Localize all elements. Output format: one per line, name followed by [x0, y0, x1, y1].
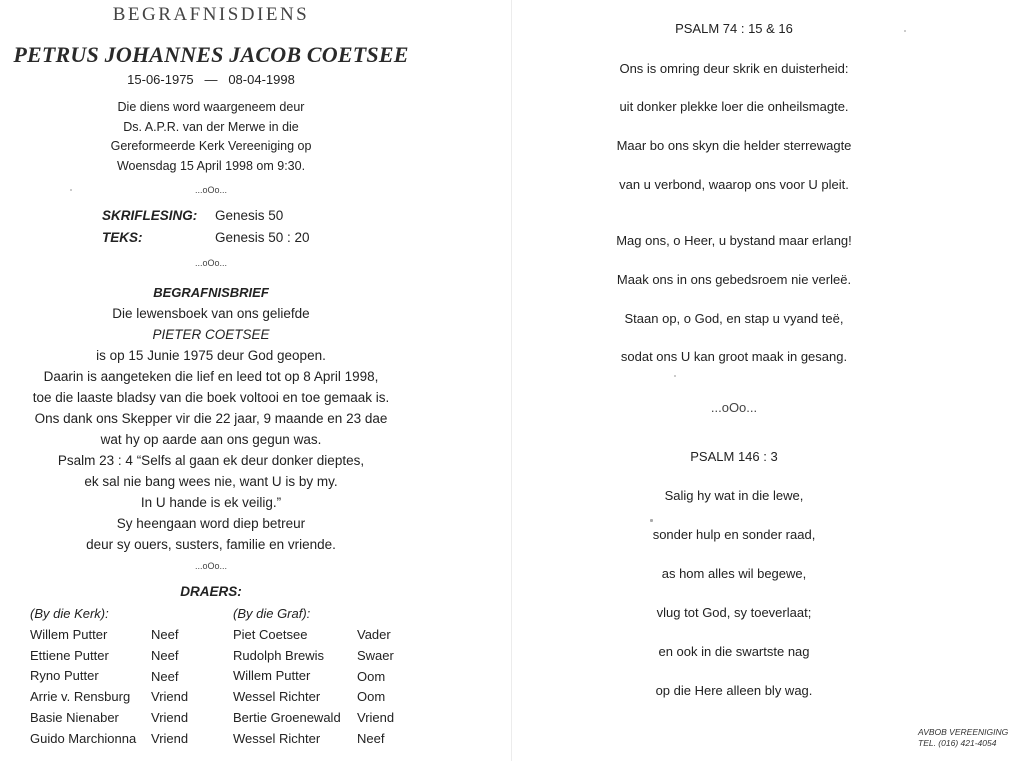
paper-speck [904, 30, 906, 32]
bearer-name: Arrie v. Rensburg [30, 689, 131, 705]
intro-line: Die diens word waargeneem deur [117, 100, 305, 114]
bearer-name: Ettiene Putter [30, 647, 109, 663]
service-title: BEGRAFNISDIENS [112, 4, 310, 25]
letter-line: Ons dank ons Skepper vir die 22 jaar, 9 maande en 23 dae [34, 411, 388, 426]
footer-company: AVBOB VEREENIGING [918, 727, 1009, 737]
paper-speck [70, 189, 72, 191]
deceased-name: PETRUS JOHANNES JACOB COETSEE [13, 42, 409, 67]
separator: ...oOo... [710, 400, 758, 415]
footer-phone: TEL. (016) 421-4054 [918, 738, 997, 748]
letter-line: ek sal nie bang wees nie, want U is by my. [84, 474, 338, 489]
psalm-line: Salig hy wat in die lewe, [664, 488, 804, 503]
psalm-line: Maak ons in ons gebedsroem nie verleë. [616, 272, 852, 287]
bearers-title: DRAERS: [180, 584, 242, 599]
intro-line: Woensdag 15 April 1998 om 9:30. [116, 158, 306, 173]
grave-bearers [233, 604, 341, 750]
intro-line: Gereformeerde Kerk Vereeniging op [110, 139, 312, 153]
psalm-line: en ook in die swartste nag [658, 644, 810, 659]
psalm-line: as hom alles wil begewe, [661, 566, 807, 581]
bearer-name: Wessel Richter [233, 689, 321, 705]
funeral-letter [0, 282, 422, 555]
letter-line: Sy heengaan word diep betreur [116, 516, 306, 531]
bearer-name: Guido Marchionna [30, 730, 137, 746]
separator: ...oOo... [194, 258, 227, 268]
grave-bearer-relations [357, 625, 394, 750]
letter-line: toe die laaste bladsy van die boek voltooi en toe gemaak is. [32, 390, 390, 405]
letter-line: Daarin is aangeteken die lief en leed tot op 8 April 1998, [43, 369, 379, 384]
bearer-name: Wessel Richter [233, 730, 321, 746]
psalm-line: vlug tot God, sy toeverlaat; [656, 605, 812, 620]
bearer-name: Ryno Putter [30, 668, 99, 684]
bearer-relation: Swaer [357, 647, 394, 663]
church-bearer-relations [151, 625, 188, 750]
psalm-line: sodat ons U kan groot maak in gesang. [620, 349, 848, 364]
bearer-relation: Vader [357, 627, 391, 642]
bearer-name: Bertie Groenewald [233, 709, 341, 725]
bearer-relation: Vriend [151, 689, 189, 705]
bearer-name: Rudolph Brewis [233, 647, 325, 663]
bearer-relation: Neef [151, 627, 179, 642]
text-label: TEKS: [102, 230, 143, 245]
text-value: Genesis 50 : 20 [215, 230, 310, 245]
grave-bearers-header: (By die Graf): [233, 606, 311, 621]
church-bearers [30, 604, 136, 750]
funeral-home-footer [918, 727, 1008, 749]
bearer-relation: Neef [151, 647, 179, 663]
psalm-74-title: PSALM 74 : 15 & 16 [675, 21, 793, 36]
reading-label: SKRIFLESING: [102, 208, 198, 223]
bearer-name: Piet Coetsee [233, 626, 308, 642]
reading-value: Genesis 50 [215, 208, 284, 223]
psalm-line: Ons is omring deur skrik en duisterheid: [619, 61, 849, 76]
letter-title: BEGRAFNISBRIEF [153, 285, 269, 300]
separator: ...oOo... [194, 561, 227, 571]
letter-line: Psalm 23 : 4 “Selfs al gaan ek deur donker dieptes, [57, 453, 365, 468]
letter-line: deur sy ouers, susters, familie en vriende. [86, 537, 336, 552]
psalm-line: uit donker plekke loer die onheilsmagte. [619, 99, 849, 114]
bearer-relation: Vriend [151, 730, 189, 746]
paper-speck [650, 519, 653, 522]
psalm-line: sonder hulp en sonder raad, [652, 527, 816, 542]
psalm-line: van u verbond, waarop ons voor U pleit. [619, 177, 849, 192]
bearer-relation: Neef [151, 668, 179, 684]
psalm-146-title: PSALM 146 : 3 [690, 449, 778, 464]
intro-line: Ds. A.P.R. van der Merwe in die [123, 119, 299, 134]
letter-line: is op 15 Junie 1975 deur God geopen. [96, 348, 326, 363]
psalm-line: Staan op, o God, en stap u vyand teë, [624, 311, 844, 326]
psalm-line: Mag ons, o Heer, u bystand maar erlang! [616, 233, 852, 248]
bearer-relation: Oom [357, 689, 386, 705]
separator: ...oOo... [194, 185, 227, 195]
letter-line: wat hy op aarde aan ons gegun was. [100, 432, 322, 447]
bearer-relation: Vriend [357, 710, 395, 726]
bearer-name: Willem Putter [30, 626, 108, 642]
letter-line: PIETER COETSEE [152, 327, 270, 342]
bearer-relation: Vriend [151, 710, 189, 726]
psalm-line: op die Here alleen bly wag. [655, 683, 813, 698]
letter-line: In U hande is ek veilig.” [140, 495, 282, 510]
bearer-relation: Neef [357, 730, 385, 746]
life-dates: 15-06-1975 — 08-04-1998 [127, 72, 295, 87]
bearer-relation: Oom [357, 668, 386, 684]
right-page [512, 0, 1024, 761]
bearer-name: Willem Putter [233, 668, 311, 684]
letter-line: Die lewensboek van ons geliefde [112, 306, 310, 321]
paper-speck [674, 375, 676, 377]
service-intro [0, 98, 422, 176]
psalm-line: Maar bo ons skyn die helder sterrewagte [616, 138, 852, 153]
bearer-name: Basie Nienaber [30, 709, 119, 725]
church-bearers-header: (By die Kerk): [30, 606, 109, 621]
